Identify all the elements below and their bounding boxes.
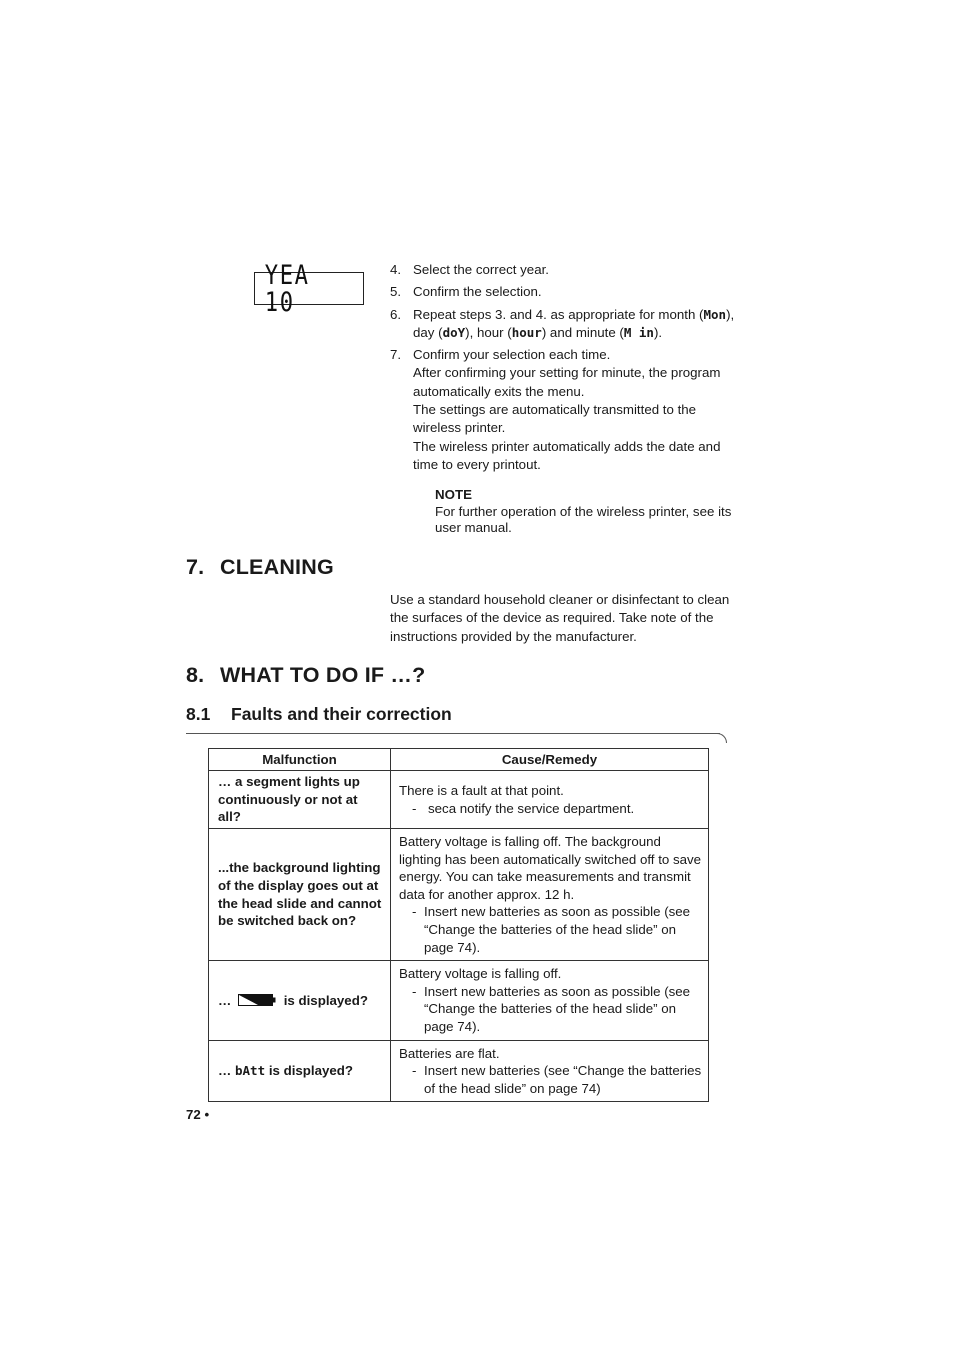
section-title: CLEANING [220, 555, 334, 579]
step-line: The wireless printer automatically adds the date and time to every printout. [413, 438, 721, 472]
remedy-item [399, 800, 702, 818]
table-row [209, 1040, 709, 1102]
heading-rule [186, 733, 720, 734]
subsection-number: 8.1 [186, 704, 211, 724]
section-heading-what-to-do [186, 663, 425, 688]
section-number: 7. [186, 555, 205, 579]
malfunction-prefix: … [218, 1063, 232, 1079]
remedy-item [399, 903, 702, 956]
table-header-row [209, 749, 709, 771]
step-text-e: ). [653, 324, 663, 340]
step-text-d: ) and minute ( [541, 324, 624, 340]
cause-text: Batteries are flat. [399, 1045, 500, 1061]
step-number: 6. [390, 306, 402, 322]
remedy-text: Insert new batteries as soon as possible (see “Change the batteries of the head slide” on page 74). [424, 904, 691, 955]
step-text: Confirm the selection. [413, 284, 542, 300]
remedy-cell [391, 1040, 709, 1102]
heading-rule-curve [716, 733, 727, 743]
remedy-item [399, 983, 702, 1036]
cause-text: There is a fault at that point. [399, 782, 564, 798]
remedy-item [399, 1062, 702, 1097]
step-text-c: ), hour ( [465, 324, 512, 340]
segment-day: doY [442, 324, 466, 340]
subsection-title: Faults and their correction [231, 704, 452, 724]
dash-bullet: - [412, 904, 417, 920]
page-number: 72 • [186, 1107, 210, 1122]
remedy-text: Insert new batteries (see “Change the batteries of the head slide” on page 74) [424, 1063, 702, 1096]
step-number: 4. [390, 262, 402, 277]
dash-bullet: - [412, 800, 417, 816]
segment-hour: hour [511, 324, 542, 340]
subsection-heading-faults [186, 704, 452, 725]
section-number: 8. [186, 663, 205, 687]
table-row [209, 961, 709, 1040]
remedy-cell [391, 961, 709, 1040]
step-item [390, 283, 735, 301]
malfunction-suffix: is displayed? [283, 992, 368, 1008]
remedy-text: seca notify the service department. [428, 800, 635, 816]
step-item [390, 346, 735, 474]
remedy-text: Insert new batteries as soon as possible (see “Change the batteries of the head slide” on page 74). [424, 983, 691, 1034]
dash-bullet: - [412, 1063, 417, 1079]
step-line: After confirming your setting for minute, the program automatically exits the menu. [413, 365, 721, 399]
step-text-b: ), day ( [413, 306, 735, 340]
step-text: Select the correct year. [413, 262, 549, 277]
step-number: 5. [390, 284, 402, 300]
column-header-cause-remedy: Cause/Remedy [391, 749, 709, 771]
column-header-malfunction: Malfunction [209, 749, 391, 771]
malfunction-cell [209, 1040, 391, 1102]
section-heading-cleaning [186, 555, 334, 580]
step-number: 7. [390, 347, 402, 363]
cause-text: Battery voltage is falling off. [399, 966, 562, 982]
segment-minute: M in [623, 324, 654, 340]
battery-low-icon [238, 994, 276, 1006]
table-row [209, 771, 709, 829]
remedy-cell [391, 829, 709, 961]
cleaning-paragraph: Use a standard household cleaner or disinfectant to clean the surfaces of the device as required. Take note of the instructions provided by the manufacturer. [390, 592, 730, 644]
dash-bullet: - [412, 983, 417, 999]
note-text: For further operation of the wireless printer, see its user manual. [435, 503, 732, 535]
malfunction-suffix: is displayed? [268, 1063, 354, 1079]
step-item [390, 306, 735, 343]
lcd-display-text: YEA 10 [264, 259, 310, 318]
step-text: Confirm your selection each time. [413, 347, 611, 363]
step-text-a: Repeat steps 3. and 4. as appropriate for month ( [413, 306, 704, 322]
cause-text: Battery voltage is falling off. The background lighting has been automatically switched off to save energy. You can take measurements and transmit data for another approx. 12 h. [399, 834, 702, 902]
faults-table [208, 748, 709, 1102]
table-row [209, 829, 709, 961]
lcd-display [254, 259, 364, 318]
segment-month: Mon [703, 306, 727, 322]
malfunction-cell [209, 961, 391, 1040]
step-line: The settings are automatically transmitted to the wireless printer. [413, 402, 697, 436]
note-title: NOTE [435, 487, 472, 502]
segment-batt: bAtt [235, 1063, 266, 1079]
remedy-cell [391, 771, 709, 829]
malfunction-prefix: … [218, 992, 232, 1008]
malfunction-cell: … a segment lights up continuously or not at all? [209, 771, 391, 829]
step-item [390, 261, 735, 279]
note-box [435, 487, 735, 537]
steps-list [390, 261, 735, 478]
section-title: WHAT TO DO IF …? [220, 663, 426, 687]
malfunction-cell: ...the background lighting of the display goes out at the head slide and cannot be switched back on? [209, 829, 391, 961]
